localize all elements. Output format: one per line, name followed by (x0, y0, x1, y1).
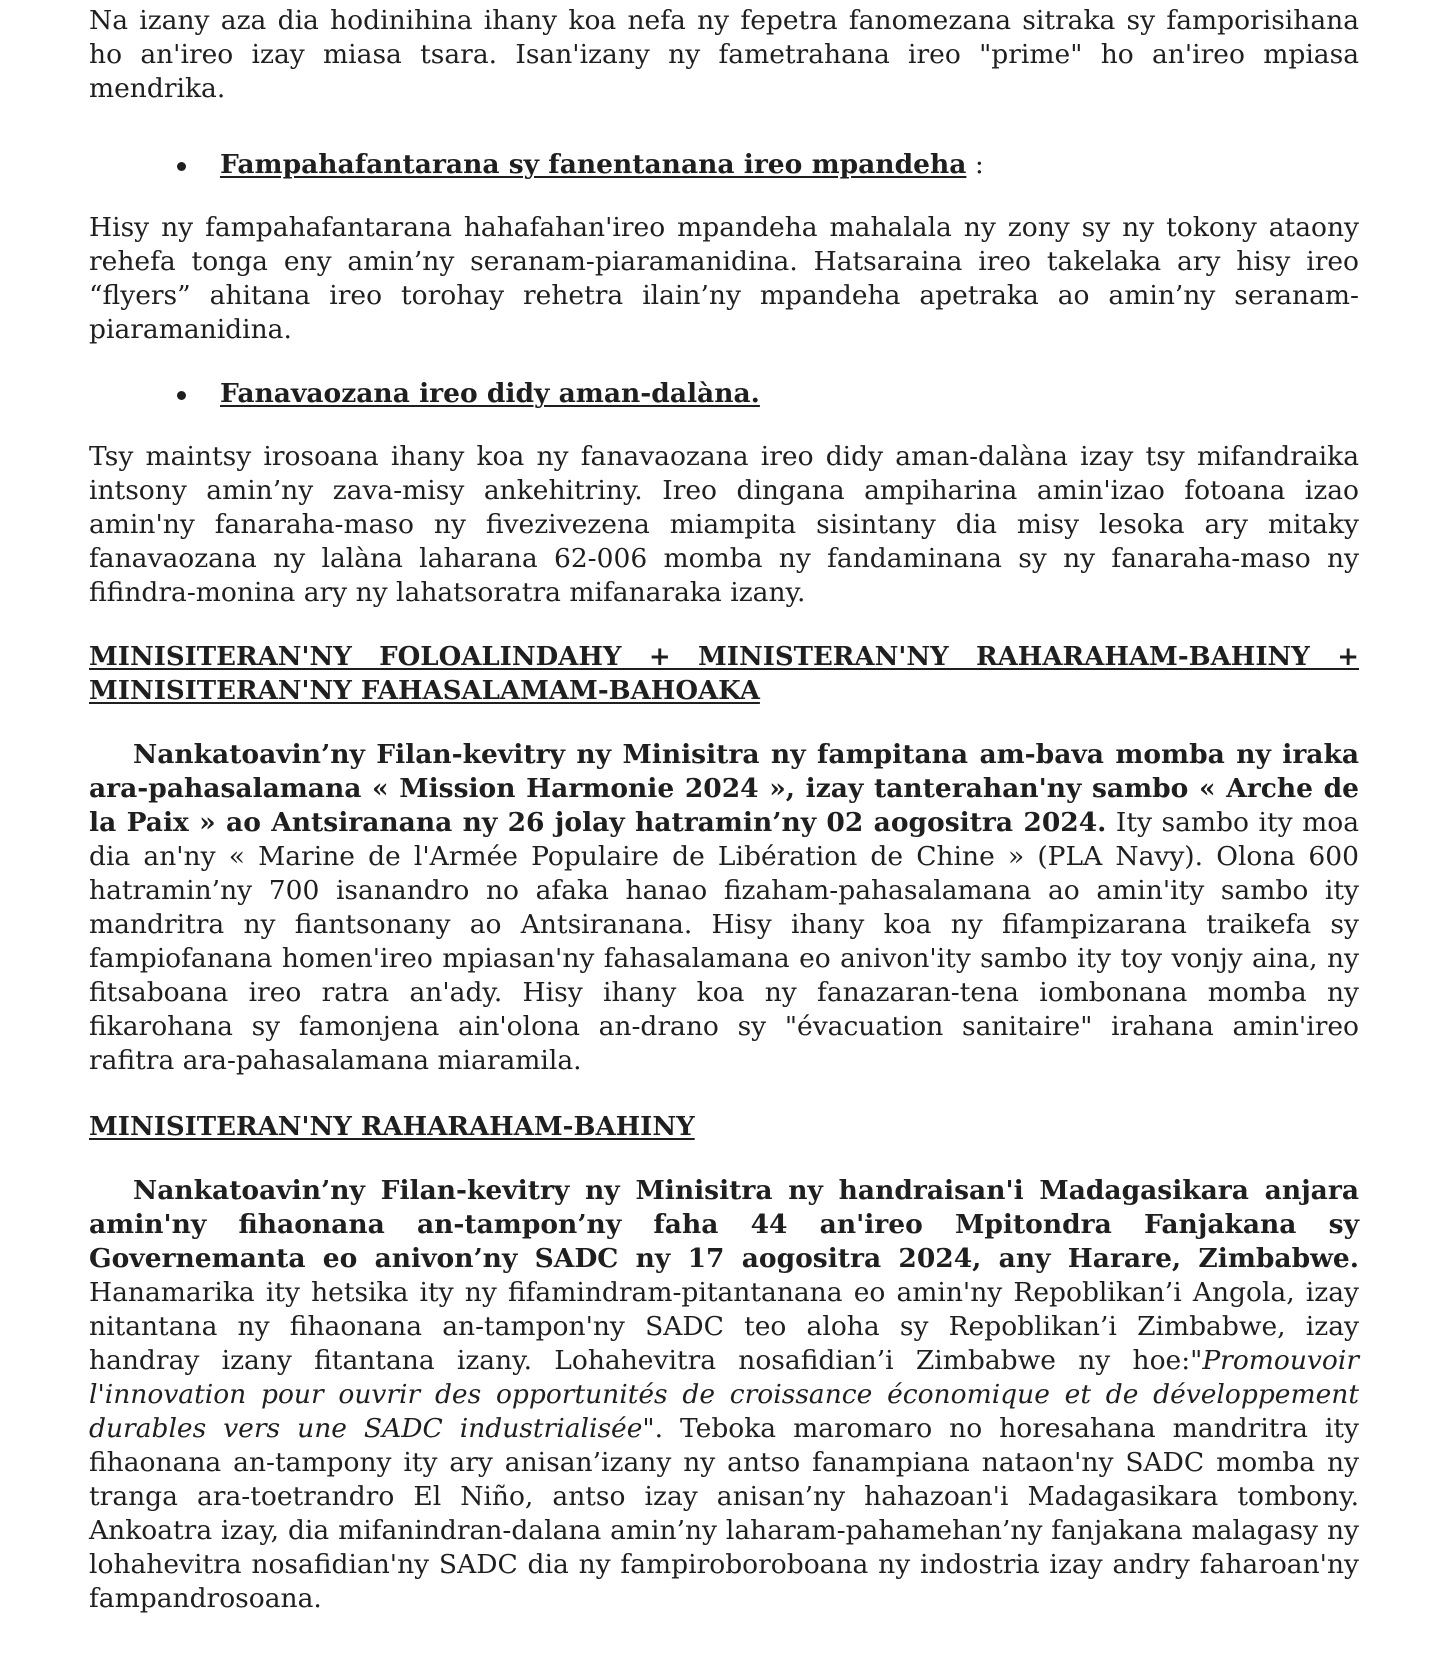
section-heading-foreign-affairs: MINISITERAN'NY RAHARAHAM-BAHINY (89, 1112, 695, 1142)
intro-paragraph: Na izany aza dia hodinihina ihany koa nefa ny fepetra fanomezana sitraka sy famporisihana ho an'ireo izay miasa tsara. Isan'izany ny fametrahana ireo "prime" ho an'ireo mpiasa mendrika. (89, 5, 1359, 104)
bullet-item-laws (89, 377, 1359, 411)
bullet-title: Fampahafantarana sy fanentanana ireo mpandeha (220, 149, 967, 180)
bullet-title: Fanavaozana ireo didy aman-dalàna. (220, 378, 760, 409)
bullet-colon: : (966, 149, 984, 180)
laws-paragraph: Tsy maintsy irosoana ihany koa ny fanavaozana ireo didy aman-dalàna izay tsy mifandraika intsony amin’ny zava-misy ankehitriny. Ireo dingana ampiharina amin'izao fotoana izao amin'ny fanaraha-maso ny fivezivezena miampita sisintany dia misy lesoka ary mitaky fanavaozana ny lalàna laharana 62-006 momba ny fandaminana sy ny fanaraha-maso ny fifindra-monina ary ny lahatsoratra mifanaraka izany. (89, 441, 1359, 608)
info-paragraph: Hisy ny fampahafantarana hahafahan'ireo mpandeha mahalala ny zony sy ny tokony ataony rehefa tonga eny amin’ny seranam-piaramanidina. Hatsaraina ireo takelaka ary hisy ireo “flyers” ahitana ireo torohay rehetra ilain’ny mpandeha apetraka ao amin’ny seranam-piaramanidina. (89, 212, 1359, 345)
sadc-paragraph (89, 1174, 1359, 1616)
sadc-lead: Nankatoavin’ny Filan-kevitry ny Minisitra ny handraisan'i Madagasikara anjara amin'ny fihaonana an-tampon’ny faha 44 an'ireo Mpitondra Fanjakana sy Governemanta eo anivon’ny SADC ny 17 aogositra 2024, any Harare, Zimbabwe. (89, 1175, 1359, 1274)
document-page (89, 4, 1359, 1616)
bullet-dot-icon (177, 391, 186, 400)
bullet-item-info (89, 148, 1359, 182)
mission-paragraph (89, 738, 1359, 1078)
mission-lead: Nankatoavin’ny Filan-kevitry ny Minisitra ny fampitana am-bava momba ny iraka ara-pahasalamana « Mission Harmonie 2024 », izay tanterahan'ny sambo « Arche de la Paix » ao Antsiranana ny 26 jolay hatramin’ny 02 aogositra 2024. (89, 739, 1359, 838)
sadc-theme-quote: Promouvoir l'innovation pour ouvrir des opportunités de croissance économique et de développement durables vers une SADC industrialisée (89, 1345, 1359, 1444)
sadc-body: Hanamarika ity hetsika ity ny fifamindram-pitantanana eo amin'ny Repoblikan’i Angola, izay nitantana ny fihaonana an-tampon'ny SADC teo aloha sy Repoblikan’i Zimbabwe, izay handray izany fitantana izany. Lohahevitra nosafidian’i Zimbabwe ny hoe:" (89, 1277, 1359, 1376)
bullet-dot-icon (177, 162, 186, 171)
mission-body: Ity sambo ity moa dia an'ny « Marine de l'Armée Populaire de Libération de Chine » (PLA Navy). Olona 600 hatramin’ny 700 isanandro no afaka hanao fizaham-pahasalamana ao amin'ity sambo ity mandritra ny fiantsonany ao Antsiranana. Hisy ihany koa ny fifampizarana traikefa sy fampiofanana homen'ireo mpiasan'ny fahasalamana eo anivon'ity sambo ity toy vonjy aina, ny fitsaboana ireo ratra an'ady. Hisy ihany koa ny fanazaran-tena iombonana momba ny fikarohana sy famonjena ain'olona an-drano sy "évacuation sanitaire" irahana amin'ireo rafitra ara-pahasalamana miaramila. (89, 807, 1359, 1076)
sadc-body-continued: ". Teboka maromaro no horesahana mandritra ity fihaonana an-tampony ity ary anisan’izany ny antso fanampiana nataon'ny SADC momba ny tranga ara-toetrandro El Niño, antso izay anisan’ny hahazoan'i Madagasikara tombony. Ankoatra izay, dia mifanindran-dalana amin’ny laharam-pahamehan’ny fanjakana malagasy ny lohahevitra nosafidian'ny SADC dia ny fampiroboroboana ny indostria izay andry faharoan'ny fampandrosoana. (89, 1413, 1359, 1614)
section-heading-ministries: MINISITERAN'NY FOLOALINDAHY + MINISTERAN'NY RAHARAHAM-BAHINY + MINISITERAN'NY FAHASALAMAM-BAHOAKA (89, 642, 1359, 706)
